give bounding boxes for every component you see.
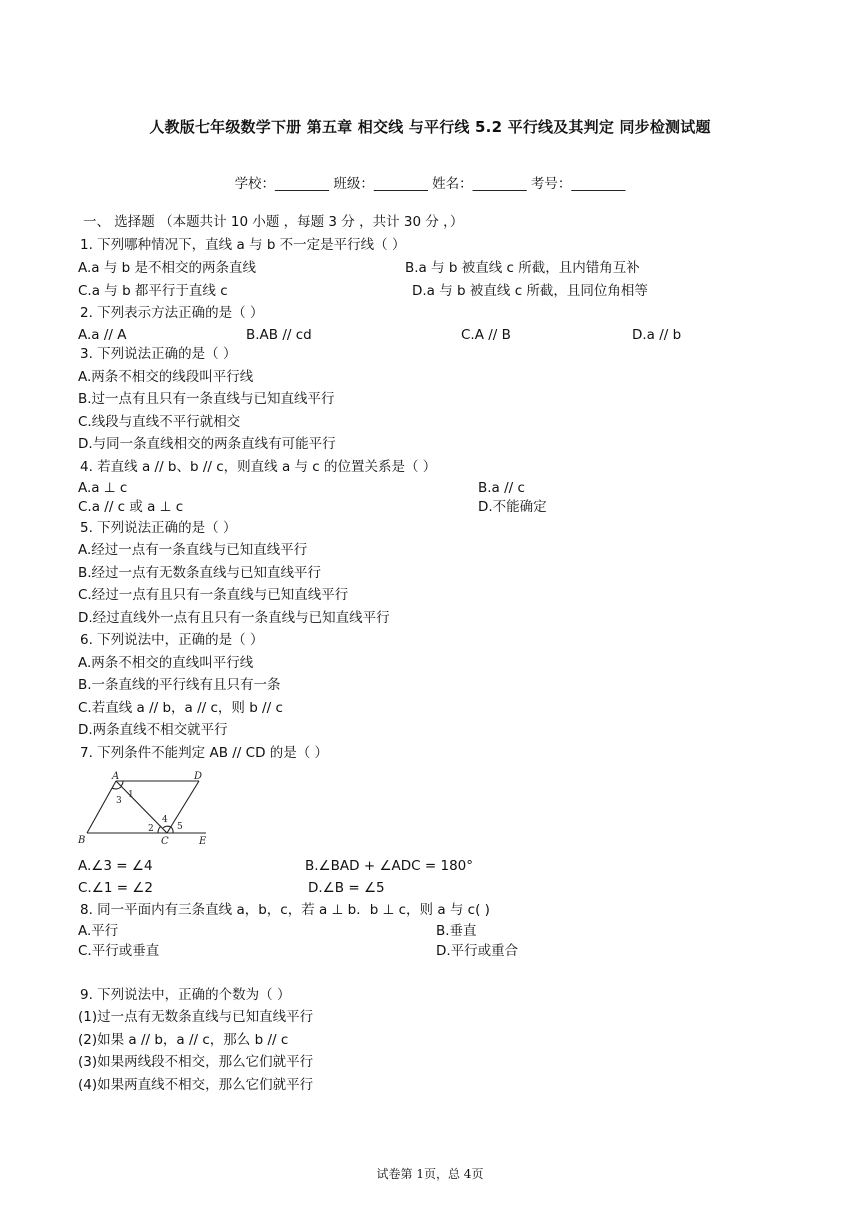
q5-option-a: A.经过一点有一条直线与已知直线平行 xyxy=(78,542,308,558)
q4-stem: 4. 若直线 a // b、b // c，则直线 a 与 c 的位置关系是（ ） xyxy=(80,459,437,475)
q9-stem: 9. 下列说法中，正确的个数为（ ） xyxy=(80,987,291,1003)
segment-ab xyxy=(87,781,116,833)
q7-option-b: B.∠BAD + ∠ADC = 180° xyxy=(305,858,474,874)
q7-option-d: D.∠B = ∠5 xyxy=(308,880,385,896)
q5-option-c: C.经过一点有且只有一条直线与已知直线平行 xyxy=(78,587,349,603)
q7-geometry-figure xyxy=(76,770,216,850)
q2-option-a: A.a // A xyxy=(78,327,127,343)
point-e-label: E xyxy=(199,836,207,847)
q9-statement-2: (2)如果 a // b，a // c，那么 b // c xyxy=(78,1032,289,1048)
angle-1-label: 1 xyxy=(128,790,134,800)
page-footer: 试卷第 1页，总 4页 xyxy=(376,1167,484,1181)
q7-option-c: C.∠1 = ∠2 xyxy=(78,880,153,896)
q4-option-b: B.a // c xyxy=(478,480,525,496)
q3-option-c: C.线段与直线不平行就相交 xyxy=(78,414,241,430)
q8-option-c: C.平行或垂直 xyxy=(78,943,160,959)
segment-ac xyxy=(116,781,167,833)
q5-option-b: B.经过一点有无数条直线与已知直线平行 xyxy=(78,565,322,581)
q8-option-d: D.平行或重合 xyxy=(436,943,519,959)
angle-5-label: 5 xyxy=(177,822,183,832)
student-info-line: 学校：________ 班级：________ 姓名：________ 考号：________ xyxy=(234,176,626,192)
q5-stem: 5. 下列说法正确的是（ ） xyxy=(80,520,237,536)
q4-option-d: D.不能确定 xyxy=(478,499,547,515)
angle-arc-1 xyxy=(121,781,123,786)
q1-option-b: B.a 与 b 被直线 c 所截，且内错角互补 xyxy=(405,260,640,276)
q3-stem: 3. 下列说法正确的是（ ） xyxy=(80,346,237,362)
q1-stem: 1. 下列哪种情况下，直线 a 与 b 不一定是平行线（ ） xyxy=(80,237,406,253)
angle-arc-2 xyxy=(158,826,161,833)
q2-stem: 2. 下列表示方法正确的是（ ） xyxy=(80,305,264,321)
q8-stem: 8. 同一平面内有三条直线 a，b，c，若 a ⊥ b．b ⊥ c，则 a 与 c( ) xyxy=(80,902,490,918)
q1-option-a: A.a 与 b 是不相交的两条直线 xyxy=(78,260,257,276)
q2-option-c: C.A // B xyxy=(461,327,511,343)
angle-3-label: 3 xyxy=(116,796,122,806)
page-title: 人教版七年级数学下册 第五章 相交线 与平行线 5.2 平行线及其判定 同步检测试题 xyxy=(149,118,711,136)
angle-2-label: 2 xyxy=(148,824,154,834)
point-c-label: C xyxy=(161,836,169,847)
q5-option-d: D.经过直线外一点有且只有一条直线与已知直线平行 xyxy=(78,610,390,626)
q6-option-d: D.两条直线不相交就平行 xyxy=(78,722,228,738)
segment-cd xyxy=(167,781,199,833)
q7-stem: 7. 下列条件不能判定 AB // CD 的是（ ） xyxy=(80,745,329,761)
q9-statement-1: (1)过一点有无数条直线与已知直线平行 xyxy=(78,1009,314,1025)
q6-option-c: C.若直线 a // b，a // c，则 b // c xyxy=(78,700,283,716)
q1-option-c: C.a 与 b 都平行于直线 c xyxy=(78,283,228,299)
q3-option-a: A.两条不相交的线段叫平行线 xyxy=(78,369,254,385)
q6-option-b: B.一条直线的平行线有且只有一条 xyxy=(78,677,281,693)
q8-option-b: B.垂直 xyxy=(436,923,477,939)
q1-option-d: D.a 与 b 被直线 c 所截，且同位角相等 xyxy=(412,283,648,299)
angle-arc-5 xyxy=(171,827,173,833)
q4-option-c: C.a // c 或 a ⊥ c xyxy=(78,499,184,515)
angle-arc-3 xyxy=(112,787,121,789)
angle-4-label: 4 xyxy=(162,815,168,825)
q4-option-a: A.a ⊥ c xyxy=(78,480,128,496)
q2-option-b: B.AB // cd xyxy=(246,327,312,343)
q3-option-d: D.与同一条直线相交的两条直线有可能平行 xyxy=(78,436,336,452)
q3-option-b: B.过一点有且只有一条直线与已知直线平行 xyxy=(78,391,335,407)
point-b-label: B xyxy=(78,835,86,846)
q9-statement-4: (4)如果两直线不相交，那么它们就平行 xyxy=(78,1077,314,1093)
q8-option-a: A.平行 xyxy=(78,923,119,939)
point-d-label: D xyxy=(194,771,203,782)
q2-option-d: D.a // b xyxy=(632,327,682,343)
q7-option-a: A.∠3 = ∠4 xyxy=(78,858,153,874)
q6-option-a: A.两条不相交的直线叫平行线 xyxy=(78,655,254,671)
q9-statement-3: (3)如果两线段不相交，那么它们就平行 xyxy=(78,1054,314,1070)
point-a-label: A xyxy=(112,771,120,782)
section-heading: 一、 选择题 （本题共计 10 小题 ，每题 3 分 ，共计 30 分 ，） xyxy=(83,214,464,230)
q6-stem: 6. 下列说法中，正确的是（ ） xyxy=(80,632,264,648)
